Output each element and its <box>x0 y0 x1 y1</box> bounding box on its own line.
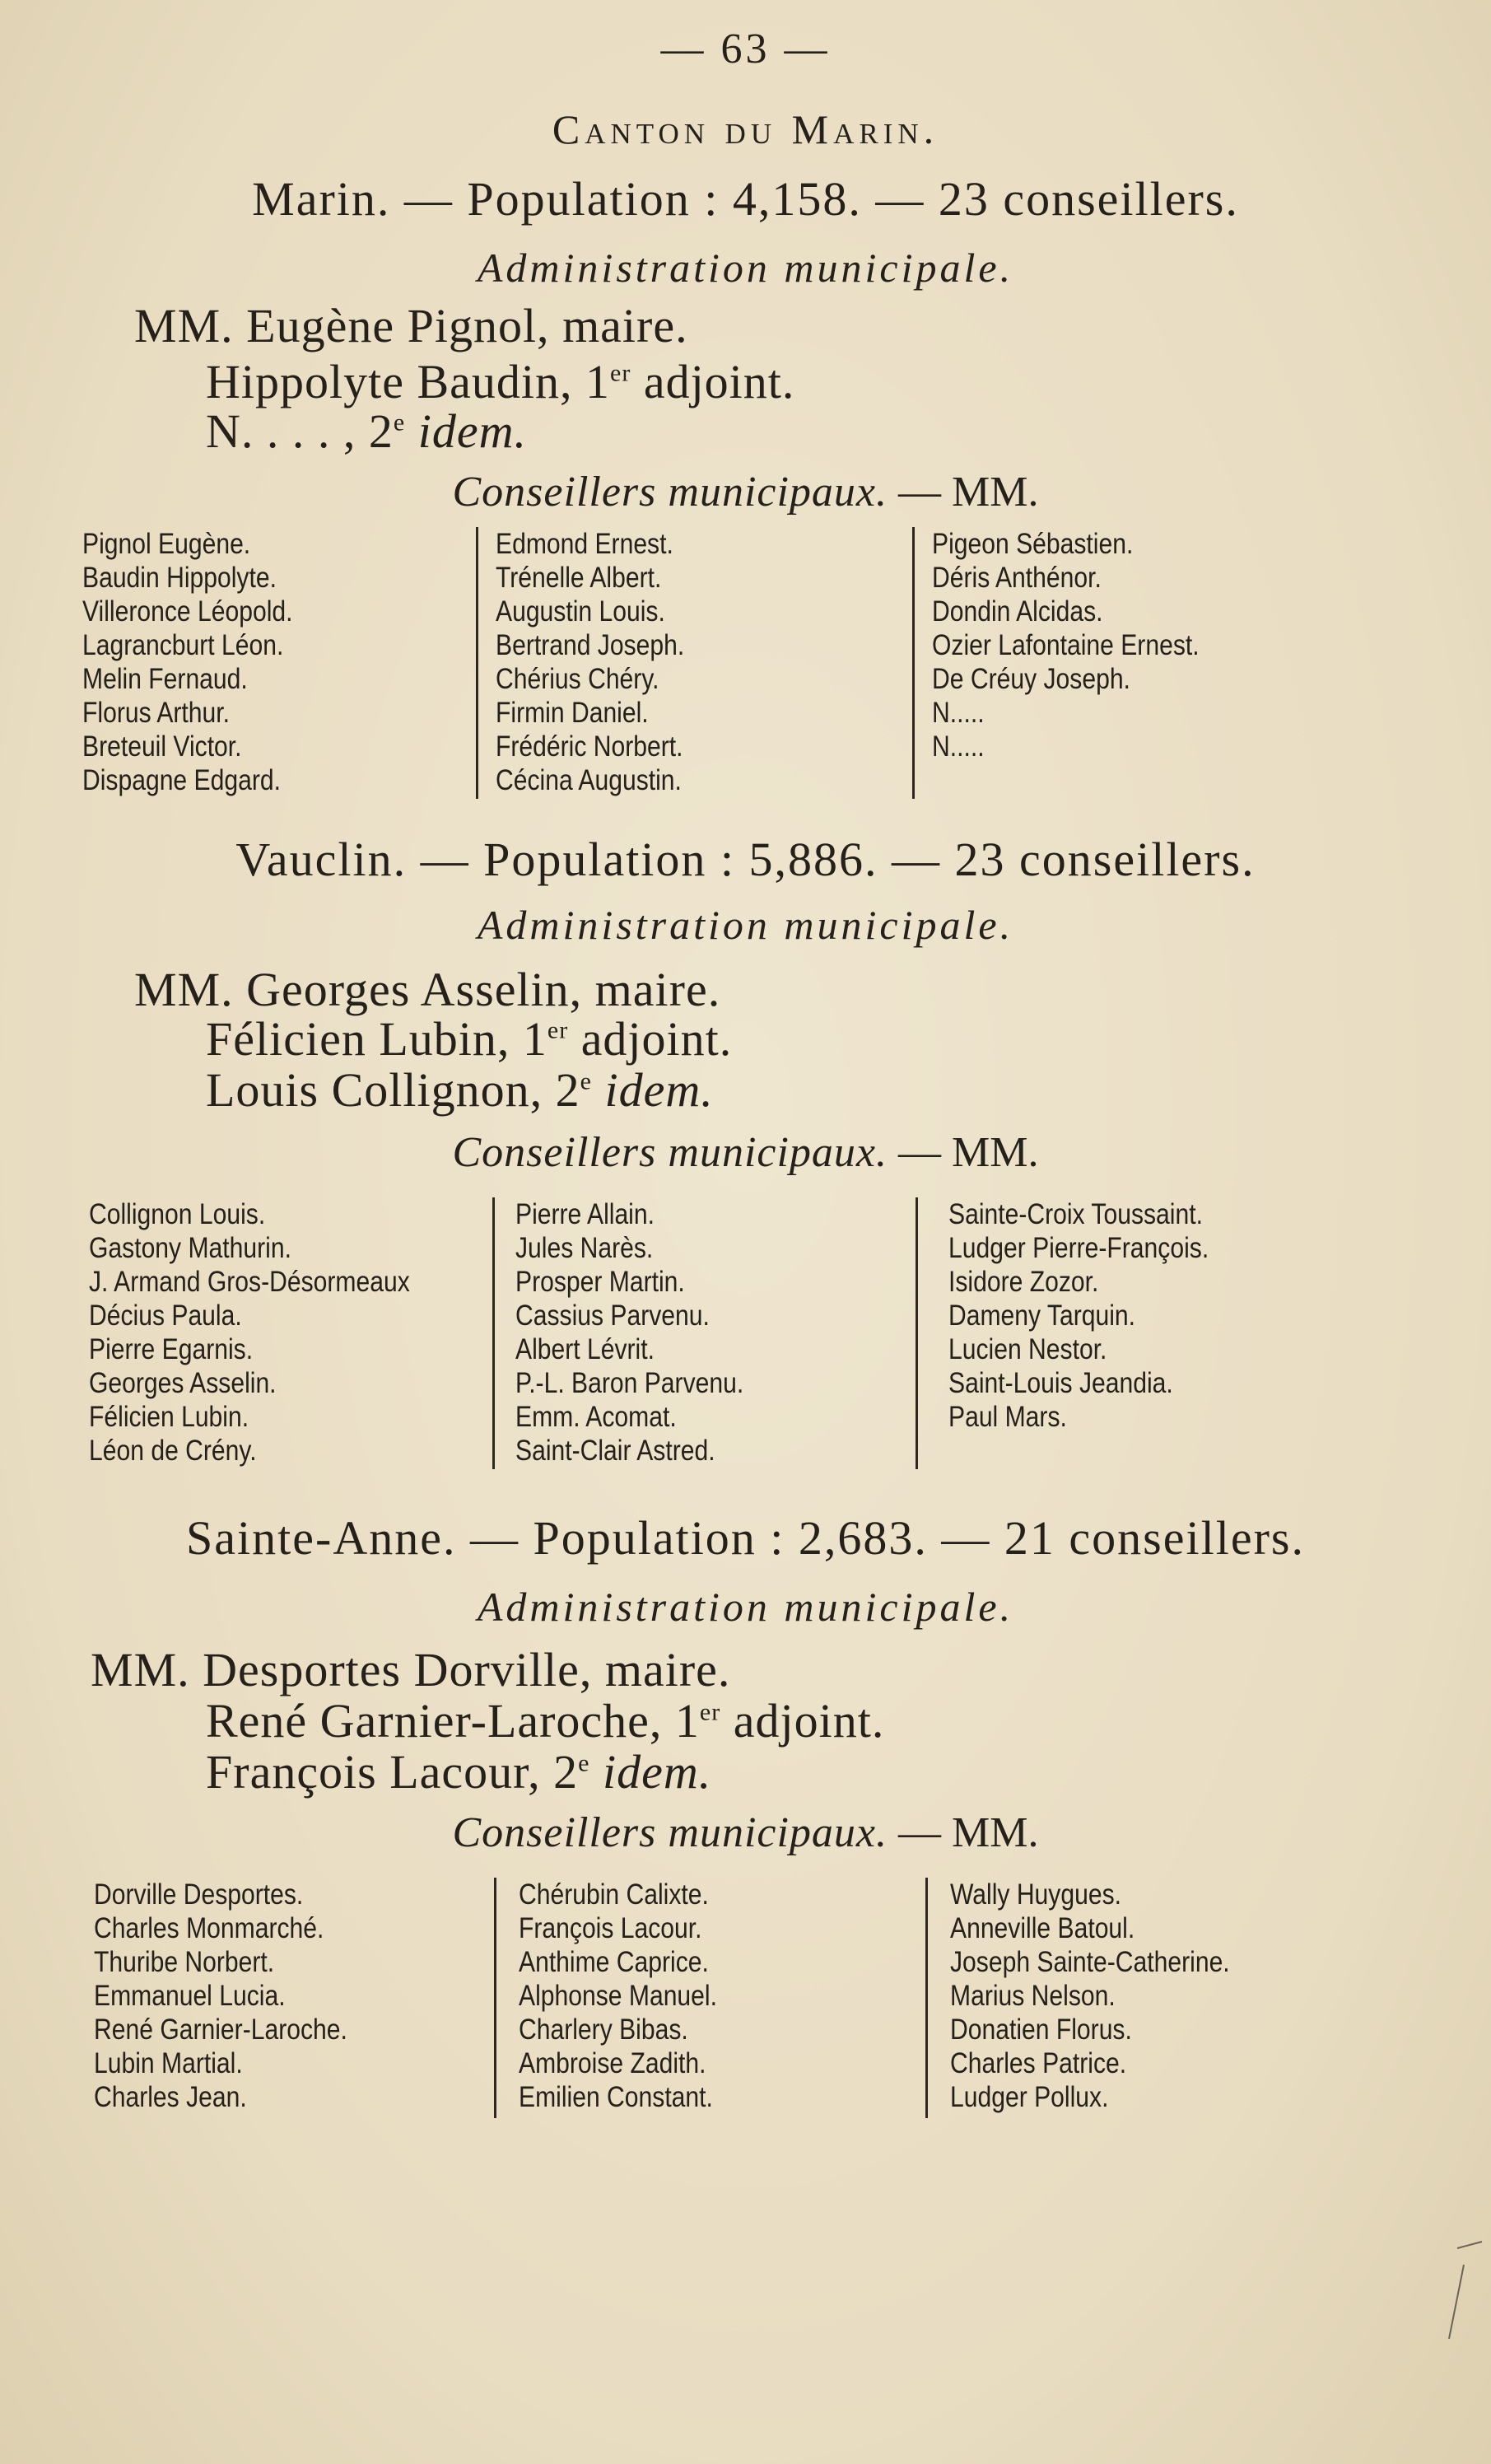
councillor-name: Marius Nelson. <box>950 1980 1116 2012</box>
mayor-role: maire. <box>594 963 721 1016</box>
councillor-name: Donatien Florus. <box>950 2014 1132 2046</box>
first-deputy-line <box>206 354 794 409</box>
admin-title: Administration municipale. <box>477 245 1014 291</box>
first-deputy-line <box>206 1011 732 1066</box>
councillor-name: Alphonse Manuel. <box>519 1980 717 2012</box>
mayor-line <box>91 1642 730 1697</box>
ordinal-number: 1 <box>522 1012 547 1066</box>
councillor-name: Saint-Louis Jeandia. <box>948 1367 1173 1399</box>
second-deputy-name: François Lacour, <box>206 1745 541 1799</box>
pencil-mark <box>1400 2224 1490 2347</box>
mayor-line <box>134 298 688 353</box>
councillor-name: Joseph Sainte-Catherine. <box>950 1946 1230 1978</box>
canton-title: Canton du Marin. <box>552 106 939 152</box>
councillor-name: Frédéric Norbert. <box>496 730 683 763</box>
councillor-name: Georges Asselin. <box>89 1367 277 1399</box>
councillor-name: Prosper Martin. <box>515 1266 685 1298</box>
commune-header: Vauclin. — Population : 5,886. — 23 conseillers. <box>235 833 1256 886</box>
councillor-name: Lubin Martial. <box>94 2047 243 2079</box>
councillor-name: N..... <box>932 730 985 763</box>
councillor-name: René Garnier-Laroche. <box>94 2014 347 2046</box>
first-deputy-line <box>206 1693 884 1748</box>
admin-title: Administration municipale. <box>477 902 1014 948</box>
councillor-name: Anthime Caprice. <box>519 1946 709 1978</box>
mayor-line <box>134 962 720 1017</box>
ordinal-number: 2 <box>553 1745 579 1799</box>
councillor-name: Dondin Alcidas. <box>932 595 1103 628</box>
councillor-name: Firmin Daniel. <box>496 697 649 729</box>
mayor-role: maire. <box>604 1643 731 1696</box>
councillors-title <box>0 1128 1491 1177</box>
councillor-name: Edmond Ernest. <box>496 528 673 560</box>
councillors-column-1 <box>89 1197 410 1468</box>
councillor-name: Lagrancburt Léon. <box>82 629 284 661</box>
ordinal-number: 1 <box>585 355 611 408</box>
councillor-name: Léon de Crény. <box>89 1435 257 1467</box>
first-deputy-name: Hippolyte Baudin, <box>206 355 573 408</box>
councillor-name: Dorville Desportes. <box>94 1878 304 1911</box>
councillor-name: François Lacour. <box>519 1912 702 1944</box>
councillor-name: J. Armand Gros-Désormeaux <box>89 1266 410 1298</box>
councillors-title <box>0 468 1491 516</box>
councillor-name: Collignon Louis. <box>89 1198 266 1230</box>
councillor-name: Florus Arthur. <box>82 697 231 729</box>
second-deputy-line <box>206 404 527 459</box>
councillor-name: Dispagne Edgard. <box>82 764 281 796</box>
ordinal-suffix: e <box>393 408 406 436</box>
column-divider <box>494 1878 496 2118</box>
column-divider <box>912 527 915 799</box>
councillor-name: Charles Monmarché. <box>94 1912 324 1944</box>
councillors-column-3 <box>950 1878 1230 2114</box>
ordinal-suffix: er <box>699 1698 721 1726</box>
second-deputy-role: idem. <box>602 1745 712 1799</box>
councillor-name: Emilien Constant. <box>519 2081 713 2113</box>
first-deputy-name: René Garnier-Laroche, <box>206 1694 663 1748</box>
councillors-title-text: Conseillers municipaux. <box>452 1129 888 1176</box>
councillor-name: Cassius Parvenu. <box>515 1300 710 1332</box>
councillor-name: Wally Huygues. <box>950 1878 1121 1911</box>
ordinal-suffix: e <box>580 1067 592 1095</box>
ordinal-number: 2 <box>555 1063 580 1117</box>
officers-prefix: MM. <box>134 299 234 352</box>
councillor-name: Pignol Eugène. <box>82 528 251 560</box>
councillors-title-suffix: — MM. <box>898 469 1039 516</box>
councillors-column-3 <box>948 1197 1209 1434</box>
councillor-name: Félicien Lubin. <box>89 1401 249 1433</box>
admin-title: Administration municipale. <box>477 1584 1014 1630</box>
councillor-name: Jules Narès. <box>515 1232 654 1264</box>
councillors-title-text: Conseillers municipaux. <box>452 469 888 516</box>
councillor-name: Pierre Allain. <box>515 1198 655 1230</box>
councillor-name: Gastony Mathurin. <box>89 1232 291 1264</box>
mayor-name: Eugène Pignol, <box>246 299 550 352</box>
councillor-name: Cécina Augustin. <box>496 764 682 796</box>
ordinal-number: 1 <box>674 1694 700 1748</box>
councillor-name: Ambroise Zadith. <box>519 2047 706 2079</box>
councillor-name: Baudin Hippolyte. <box>82 562 277 594</box>
second-deputy-line <box>206 1062 714 1118</box>
councillors-column-2 <box>519 1878 717 2114</box>
column-divider <box>925 1878 928 2118</box>
councillor-name: Trénelle Albert. <box>496 562 662 594</box>
councillor-name: Villeronce Léopold. <box>82 595 293 628</box>
councillors-column-1 <box>82 527 292 797</box>
councillor-name: Thuribe Norbert. <box>94 1946 275 1978</box>
second-deputy-line <box>206 1744 711 1799</box>
first-deputy-role: adjoint. <box>643 355 795 408</box>
councillor-name: Dameny Tarquin. <box>948 1300 1135 1332</box>
councillor-name: Chérubin Calixte. <box>519 1878 709 1911</box>
first-deputy-role: adjoint. <box>733 1694 885 1748</box>
councillor-name: Anneville Batoul. <box>950 1912 1135 1944</box>
second-deputy-role: idem. <box>604 1063 714 1117</box>
councillors-column-2 <box>515 1197 743 1468</box>
column-divider <box>492 1197 495 1469</box>
councillor-name: De Créuy Joseph. <box>932 663 1130 695</box>
column-divider <box>476 527 478 799</box>
councillor-name: Emm. Acomat. <box>515 1401 677 1433</box>
councillor-name: Déris Anthénor. <box>932 562 1102 594</box>
councillor-name: Chérius Chéry. <box>496 663 659 695</box>
councillor-name: Isidore Zozor. <box>948 1266 1099 1298</box>
councillor-name: Ozier Lafontaine Ernest. <box>932 629 1200 661</box>
councillor-name: Albert Lévrit. <box>515 1333 655 1365</box>
councillors-column-1 <box>94 1878 347 2114</box>
ordinal-suffix: e <box>578 1749 590 1777</box>
councillors-column-2 <box>496 527 684 797</box>
ordinal-number: 2 <box>368 404 394 458</box>
councillor-name: N..... <box>932 697 985 729</box>
officers-prefix: MM. <box>91 1643 190 1696</box>
councillors-title-text: Conseillers municipaux. <box>452 1809 888 1856</box>
councillor-name: Paul Mars. <box>948 1401 1067 1433</box>
first-deputy-name: Félicien Lubin, <box>206 1012 510 1066</box>
councillor-name: Charles Jean. <box>94 2081 247 2113</box>
mayor-name: Desportes Dorville, <box>203 1643 593 1696</box>
commune-header: Sainte-Anne. — Population : 2,683. — 21 conseillers. <box>186 1511 1305 1565</box>
councillor-name: Bertrand Joseph. <box>496 629 685 661</box>
councillor-name: Melin Fernaud. <box>82 663 248 695</box>
first-deputy-role: adjoint. <box>580 1012 733 1066</box>
councillor-name: P.-L. Baron Parvenu. <box>515 1367 744 1399</box>
second-deputy-role: idem. <box>417 404 527 458</box>
councillor-name: Charlery Bibas. <box>519 2014 688 2046</box>
second-deputy-name: Louis Collignon, <box>206 1063 543 1117</box>
councillor-name: Breteuil Victor. <box>82 730 242 763</box>
page-number: — 63 — <box>660 26 831 72</box>
councillor-name: Ludger Pierre-François. <box>948 1232 1209 1264</box>
councillor-name: Sainte-Croix Toussaint. <box>948 1198 1203 1230</box>
commune-header: Marin. — Population : 4,158. — 23 conseillers. <box>252 172 1239 226</box>
councillor-name: Pigeon Sébastien. <box>932 528 1134 560</box>
councillor-name: Saint-Clair Astred. <box>515 1435 715 1467</box>
councillor-name: Charles Patrice. <box>950 2047 1127 2079</box>
councillor-name: Décius Paula. <box>89 1300 242 1332</box>
mayor-name: Georges Asselin, <box>246 963 583 1016</box>
councillor-name: Augustin Louis. <box>496 595 665 628</box>
ordinal-suffix: er <box>610 359 631 387</box>
officers-prefix: MM. <box>134 963 234 1016</box>
councillor-name: Emmanuel Lucia. <box>94 1980 286 2012</box>
councillors-title-suffix: — MM. <box>898 1809 1039 1856</box>
second-deputy-name: N. . . . , <box>206 404 356 458</box>
councillor-name: Pierre Egarnis. <box>89 1333 254 1365</box>
councillors-title-suffix: — MM. <box>898 1129 1039 1176</box>
councillor-name: Lucien Nestor. <box>948 1333 1107 1365</box>
mayor-role: maire. <box>562 299 688 352</box>
councillors-column-3 <box>932 527 1200 763</box>
councillors-title <box>0 1808 1491 1857</box>
column-divider <box>916 1197 918 1469</box>
councillor-name: Ludger Pollux. <box>950 2081 1109 2113</box>
ordinal-suffix: er <box>547 1016 569 1044</box>
